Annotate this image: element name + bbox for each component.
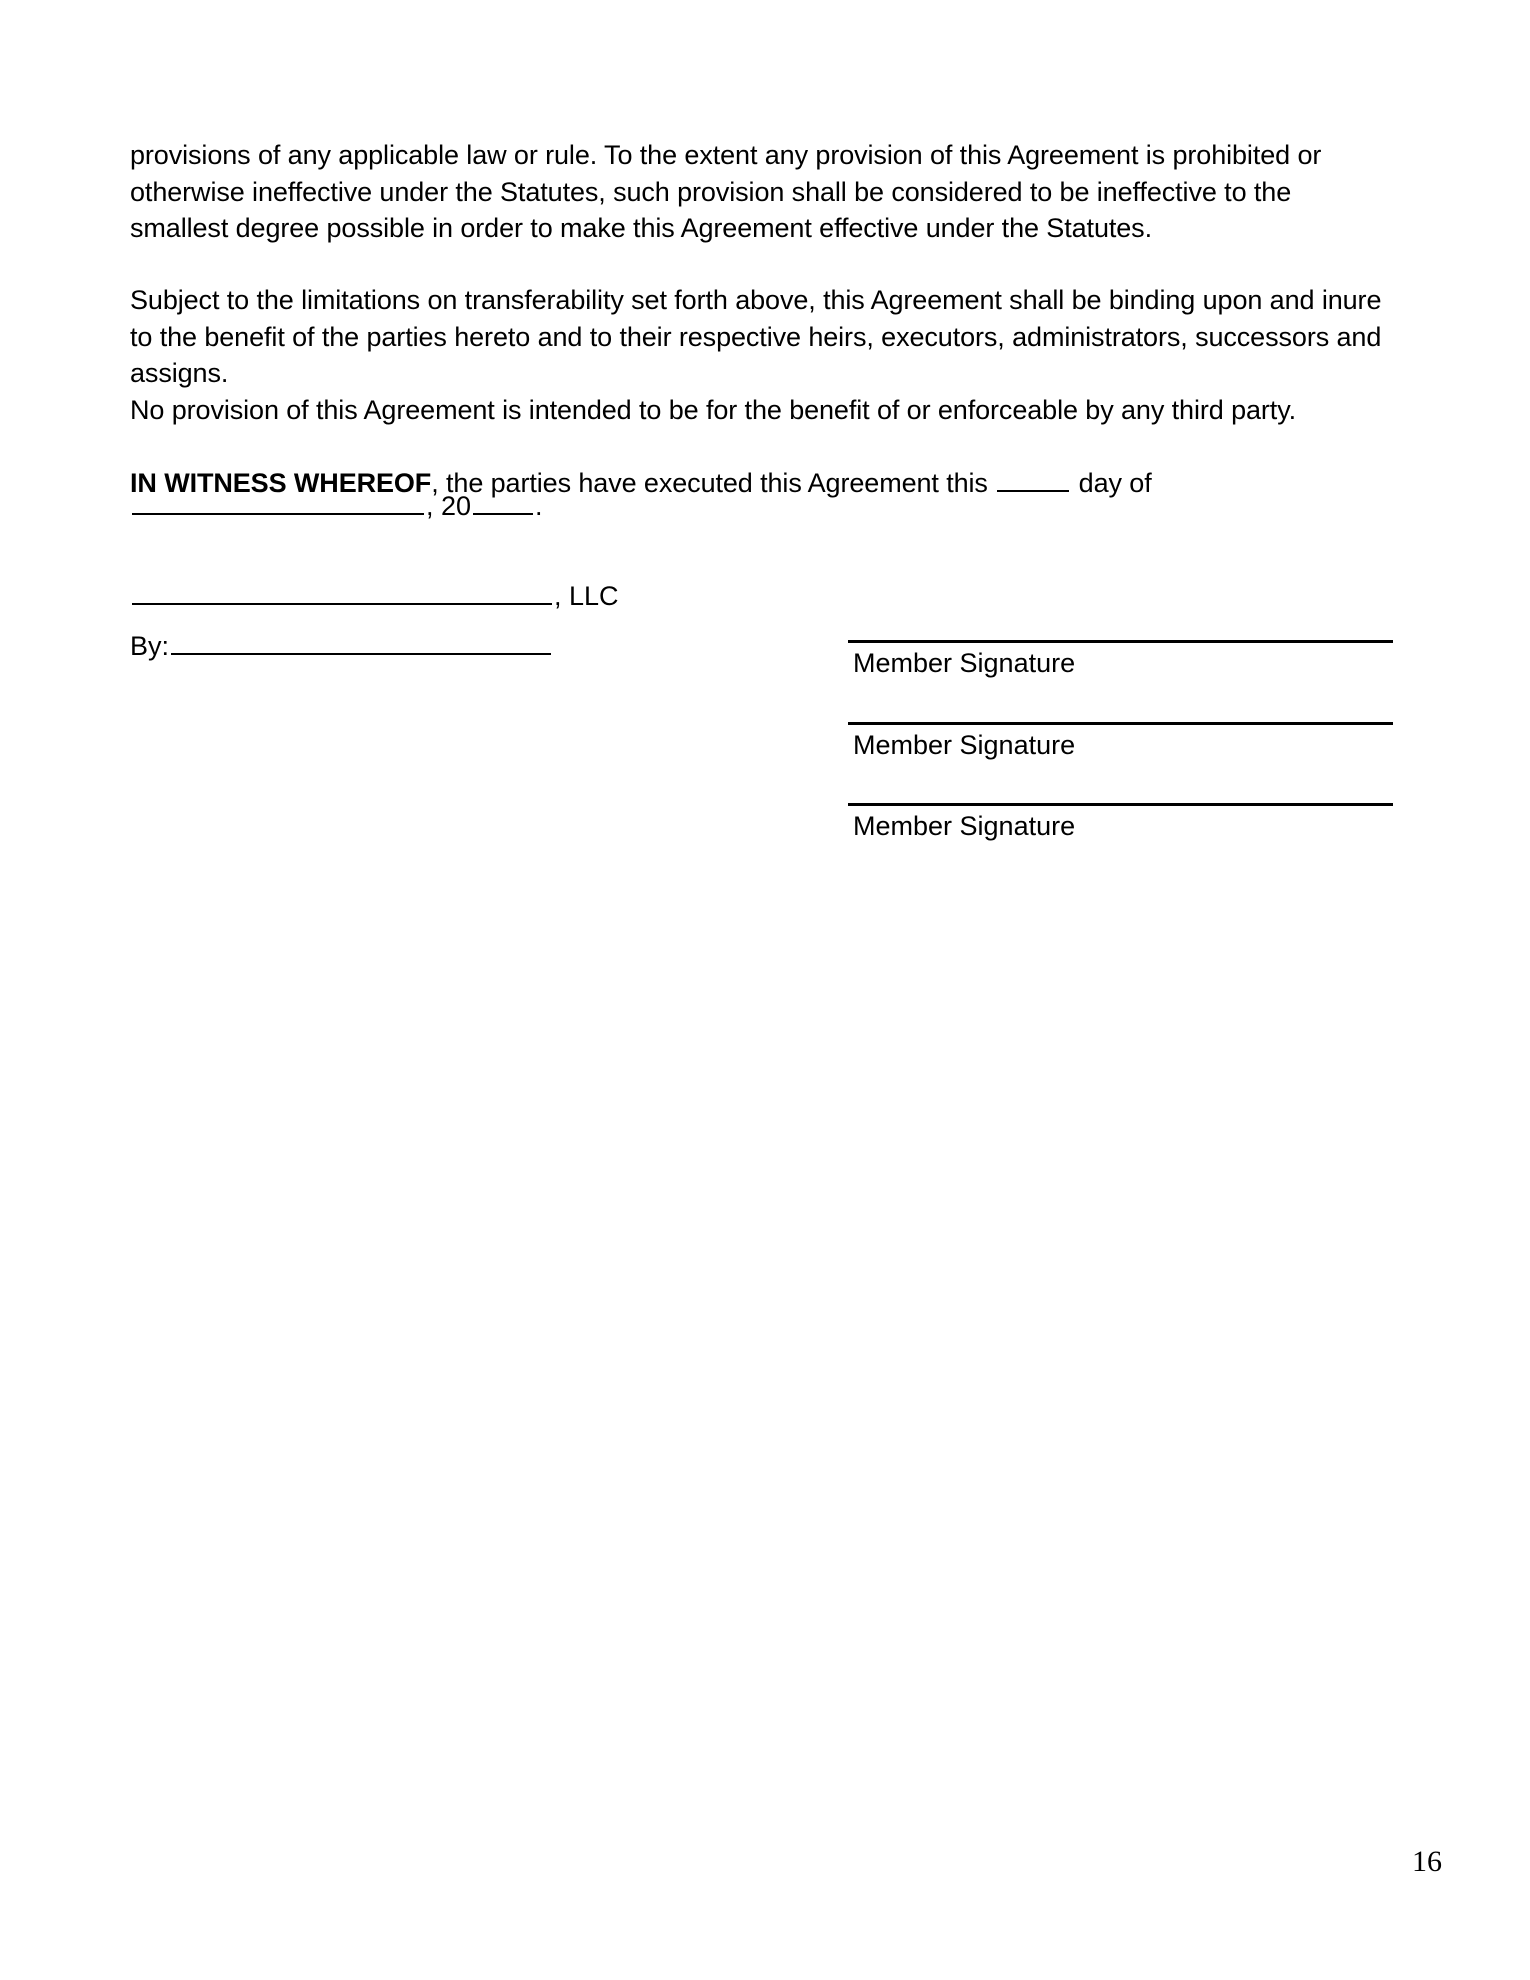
date-year-prefix: , 20 [426,491,472,521]
date-line [130,488,543,524]
day-blank-field[interactable] [997,465,1069,492]
month-blank-field[interactable] [132,488,424,515]
entity-suffix-llc: , LLC [554,581,619,611]
entity-name-line [130,578,619,614]
by-line [130,628,553,664]
by-label: By: [130,631,170,661]
signature-caption-2: Member Signature [853,730,1076,760]
paragraph-severability: provisions of any applicable law or rule. To the extent any provision of this Agreement is prohibited or otherwise ineffective under the Statutes, such provision shall be considered to be ineffective to the smallest degree possible in order to make this Agreement effective under the Statutes. [130,140,1322,243]
by-signature-blank-field[interactable] [171,628,551,655]
signature-block-3 [848,803,1393,843]
paragraph-no-third-party-beneficiary: No provision of this Agreement is intended to be for the benefit of or enforceable by any third party. [130,395,1296,425]
in-witness-whereof-text: , the parties have executed this Agreement this [431,468,996,498]
signature-caption-3: Member Signature [853,811,1076,841]
date-line-period: . [535,491,543,521]
signature-block-1 [848,640,1393,680]
year-blank-field[interactable] [473,488,533,515]
signature-caption-1: Member Signature [853,648,1076,678]
page-number: 16 [1412,1845,1442,1878]
in-witness-whereof-day-suffix: day of [1071,468,1152,498]
in-witness-whereof-lead-in: IN WITNESS WHEREOF [130,468,432,498]
signature-block-2 [848,722,1393,762]
entity-name-blank-field[interactable] [132,578,552,605]
paragraph-binding-effect: Subject to the limitations on transferability set forth above, this Agreement shall be binding upon and inure to the benefit of the parties hereto and to their respective heirs, executors, administrators, successors and assigns. [130,285,1382,388]
